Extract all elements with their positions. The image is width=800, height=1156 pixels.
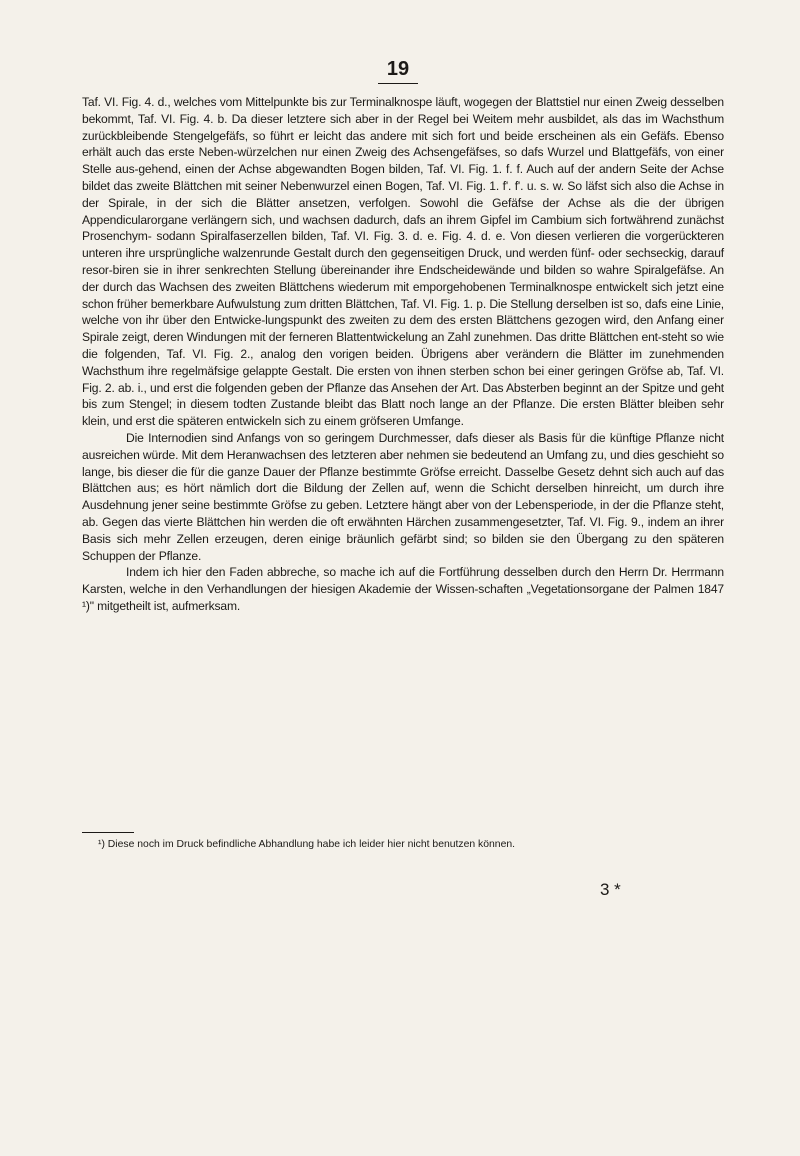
footnote-divider [82,832,134,833]
sheet-signature: 3 * [600,880,621,899]
page-number: 19 [378,58,418,84]
paragraph-1: Taf. VI. Fig. 4. d., welches vom Mittelpunkte bis zur Terminalknospe läuft, wogegen der Blattstiel nur einen Zweig desselben bekommt, Taf. VI. Fig. 4. b. Da dieser letztere sich aber in der Regel bei Weitem mehr ausbildet, als das im Wachsthum zurückbleibende Stengelgefäfs, so führt er leicht das andere mit sich fort und beide erscheinen als ein Gefäfs. Ebenso erhält auch das erste Neben-würzelchen nur einen Zweig des Achsengefäfses, so dafs Wurzel und Blattgefäfs, von einer Stelle aus-gehend, einen der Achse abgewandten Bogen bilden, Taf. VI. Fig. 1. f. f. Auch auf der andern Seite der Achse bildet das zweite Blättchen mit seiner Nebenwurzel einen Bogen, Taf. VI. Fig. 1. f'. f'. u. s. w. So läfst sich also die Achse in der Spirale, in der sich die Blätter ansetzen, verfolgen. Sowohl die Gefäfse der Achse als die der übrigen Appendicularorgane verlängern sich, und wachsen dadurch, dafs an ihrem Gipfel im Cambium sich fortwährend zunächst Prosenchym- sodann Spiralfaserzellen bilden, Taf. VI. Fig. 3. d. e. Fig. 4. d. e. Von diesen verlieren die vorgerückteren unteren ihre ursprüngliche walzenrunde Gestalt durch den gegenseitigen Druck, und werden fünf- oder sechseckig, darauf resor-biren sie in ihrer senkrechten Stellung übereinander ihre Endscheidewände und bilden so wahre Spiralgefäfse. An der durch das Wachsen des zweiten Blättchens wiederum mit emporgehobenen Terminalknospe entwickelt sich jetzt eine schon früher bemerkbare Aufwulstung zum dritten Blättchen, Taf. VI. Fig. 1. p. Die Stellung derselben ist so, dafs eine Linie, welche von ihr über den Entwicke-lungspunkt des zweiten zu dem des ersten Blättchens gezogen wird, den Anfang einer Spirale zeigt, deren Windungen mit der ferneren Blattentwickelung an Zahl zunehmen. Das dritte Blättchen ent-steht so wie die folgenden, Taf. VI. Fig. 2., analog den vorigen beiden. Übrigens aber verändern die Blätter im zunehmenden Wachsthum ihre regelmäfsige gelappte Gestalt. Die ersten von ihnen sterben schon bei einer geringen Gröfse ab, Taf. VI. Fig. 2. ab. i., und erst die folgenden geben der Pflanze das Ansehen der Art. Das Absterben beginnt an der Spitze und geht bis zum Stengel; in diesem todten Zustande bleibt das Blatt noch lange an der Pflanze. Die ersten Blätter bleiben sehr klein, und erst die späteren entwickeln sich zu einem gröfseren Umfange. [82,95,724,429]
paragraph-2: Die Internodien sind Anfangs von so geringem Durchmesser, dafs dieser als Basis für die künftige Pflanze nicht ausreichen würde. Mit dem Heranwachsen des letzteren aber nehmen sie bedeutend an Umfang zu, und dies geschieht so lange, bis dieser die für die ganze Dauer der Pflanze bestimmte Gröfse erreicht. Dasselbe Gesetz dehnt sich auch auf das Blättchen aus; es hört nämlich dort die Bildung der Zellen auf, wenn die Schicht derselben hinreicht, um durch ihre Ausdehnung jener seine bestimmte Gröfse zu geben. Letztere hängt aber von der Lebensperiode, in der die Pflanze steht, ab. Gegen das vierte Blättchen hin werden die oft erwähnten Härchen zusammengesetzter, Taf. VI. Fig. 9., indem an ihrer Basis sich mehr Zellen erzeugen, deren einige bräunlich gefärbt sind; so bilden sie den Übergang zu den späteren Schuppen der Pflanze. [82,430,724,563]
paragraph-3: Indem ich hier den Faden abbreche, so mache ich auf die Fortführung desselben durch den Herrn Dr. Herrmann Karsten, welche in den Verhandlungen der hiesigen Akademie der Wissen-schaften „Vegetationsorgane der Palmen 1847 ¹)" mitgetheilt ist, aufmerksam. [82,565,724,613]
body-text [82,94,724,615]
footnote: ¹) Diese noch im Druck befindliche Abhandlung habe ich leider hier nicht benutzen können. [98,839,516,850]
